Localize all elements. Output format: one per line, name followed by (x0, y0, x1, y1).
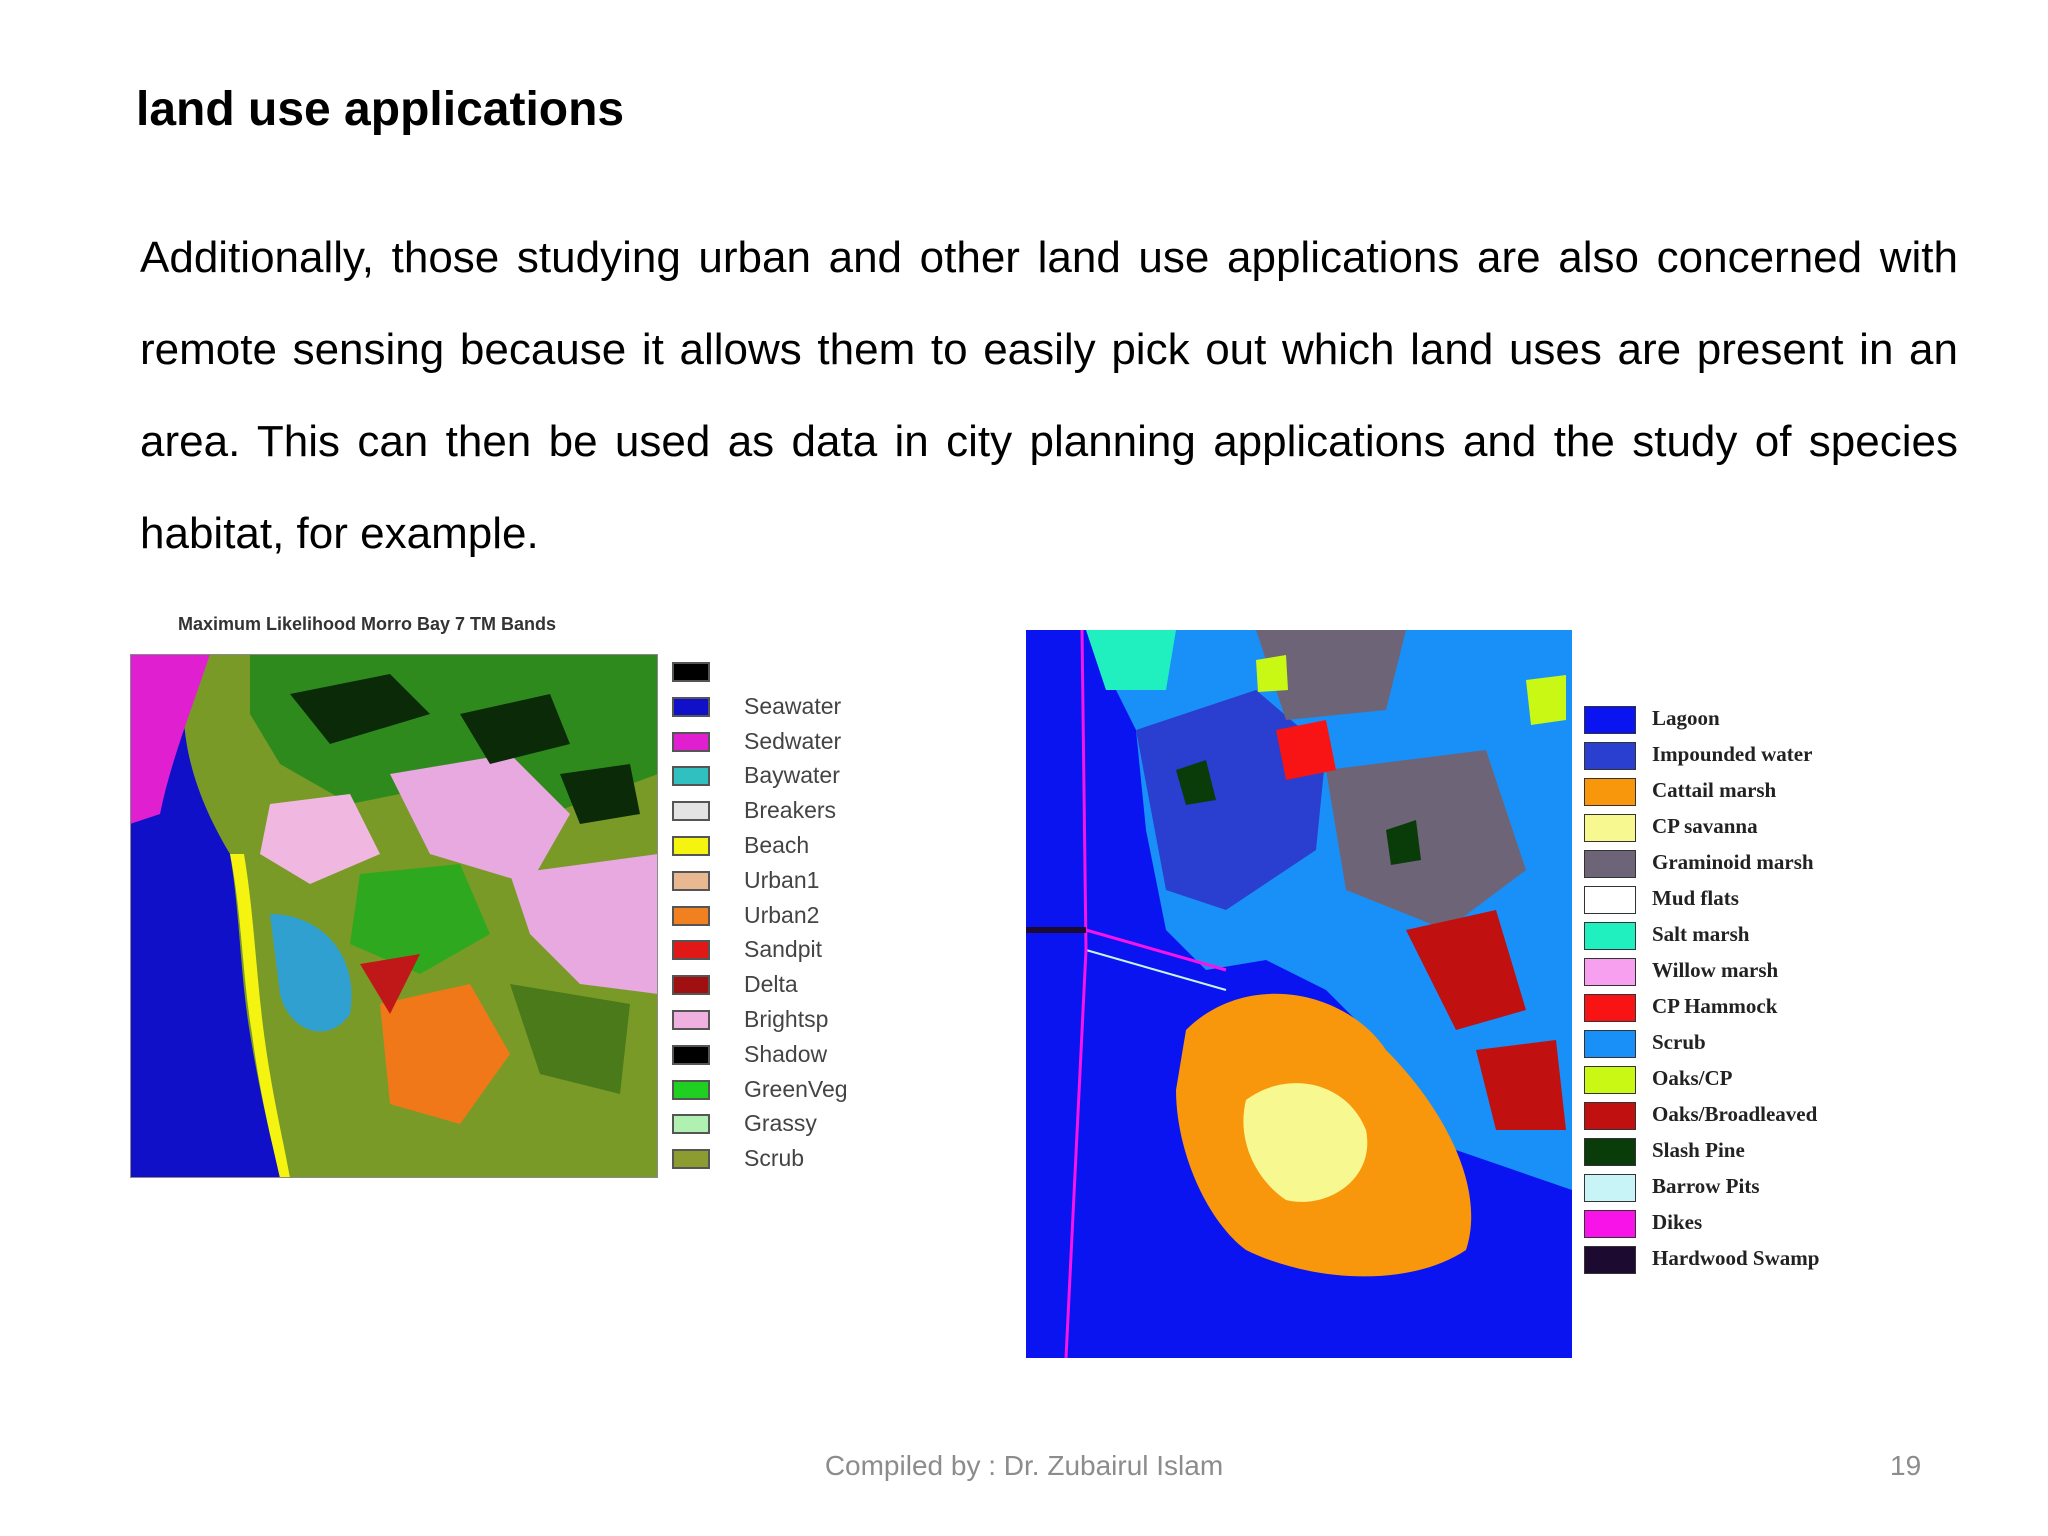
legend-label: Lagoon (1652, 706, 1720, 730)
legend-item (1584, 1206, 1864, 1242)
legend-swatch (672, 1010, 710, 1030)
legend-item (1584, 846, 1864, 882)
legend-label: Baywater (744, 762, 840, 789)
legend-item (1584, 738, 1864, 774)
legend-label: Dikes (1652, 1210, 1703, 1234)
legend-label: Seawater (744, 692, 842, 719)
legend-swatch (1584, 1210, 1636, 1238)
legend-swatch (1584, 706, 1636, 734)
legend-item (1584, 918, 1864, 954)
legend-item (1584, 1242, 1864, 1278)
legend-swatch (1584, 778, 1636, 806)
legend-label: Delta (744, 971, 798, 998)
legend-item (1584, 1170, 1864, 1206)
legend-swatch (1584, 1246, 1636, 1274)
morro-bay-legend (672, 656, 872, 1178)
legend-swatch (1584, 1174, 1636, 1202)
morro-bay-figure-title: Maximum Likelihood Morro Bay 7 TM Bands (178, 614, 557, 634)
legend-label: Barrow Pits (1652, 1174, 1760, 1198)
slide-title: land use applications (136, 83, 625, 136)
land-cover-map (1026, 630, 1572, 1358)
legend-label: GreenVeg (744, 1075, 848, 1102)
legend-label: Breakers (744, 797, 837, 824)
legend-label: Cattail marsh (1652, 778, 1777, 802)
legend-swatch (1584, 1102, 1636, 1130)
slide-body-text: Additionally, those studying urban and other land use applications are also concerned with remote sensing because it allows them to easily pick out which land uses are present in an area. This can then be used as data in city planning applications and the study of species habitat, for example. (140, 233, 1958, 558)
legend-item (672, 726, 872, 761)
legend-swatch (672, 836, 710, 856)
legend-swatch (672, 732, 710, 752)
legend-label: CP savanna (1652, 814, 1758, 838)
legend-swatch (672, 697, 710, 717)
legend-label: Brightsp (744, 1005, 829, 1032)
legend-swatch (672, 940, 710, 960)
legend-label: Willow marsh (1652, 958, 1779, 982)
legend-label: Scrub (744, 1145, 805, 1172)
legend-label: Oaks/Broadleaved (1652, 1102, 1818, 1126)
legend-swatch (672, 1114, 710, 1134)
legend-label: Grassy (744, 1110, 817, 1137)
legend-swatch (672, 801, 710, 821)
legend-swatch (672, 1149, 710, 1169)
legend-label: Slash Pine (1652, 1138, 1745, 1162)
legend-item (1584, 882, 1864, 918)
legend-swatch (672, 662, 710, 682)
legend-item (672, 691, 872, 726)
legend-label: Mud flats (1652, 886, 1739, 910)
legend-item (1584, 774, 1864, 810)
legend-swatch (1584, 958, 1636, 986)
legend-item (1584, 954, 1864, 990)
legend-label: Sandpit (744, 936, 823, 963)
legend-item (672, 1004, 872, 1039)
legend-swatch (1584, 922, 1636, 950)
legend-label: Shadow (744, 1040, 828, 1067)
legend-label: Urban1 (744, 866, 820, 893)
legend-item (672, 1074, 872, 1109)
legend-swatch (1584, 1030, 1636, 1058)
legend-swatch (672, 975, 710, 995)
legend-label: Beach (744, 831, 810, 858)
legend-swatch (672, 871, 710, 891)
legend-swatch (1584, 1138, 1636, 1166)
legend-item (672, 969, 872, 1004)
legend-item (672, 1039, 872, 1074)
legend-item (1584, 1062, 1864, 1098)
morro-bay-classified-map (130, 654, 658, 1178)
legend-label: Impounded water (1652, 742, 1813, 766)
legend-swatch (1584, 742, 1636, 770)
legend-label: Hardwood Swamp (1652, 1246, 1820, 1270)
legend-swatch (1584, 886, 1636, 914)
legend-label: Graminoid marsh (1652, 850, 1814, 874)
page-number: 19 (1890, 1450, 1922, 1481)
legend-item (672, 865, 872, 900)
legend-item (1584, 990, 1864, 1026)
legend-item (672, 830, 872, 865)
legend-swatch (672, 766, 710, 786)
legend-item (672, 760, 872, 795)
legend-item (672, 1108, 872, 1143)
legend-label: Scrub (1652, 1030, 1706, 1054)
legend-item (672, 656, 872, 691)
legend-swatch (672, 906, 710, 926)
legend-swatch (1584, 850, 1636, 878)
legend-label: Urban2 (744, 901, 820, 928)
legend-label: CP Hammock (1652, 994, 1778, 1018)
legend-label: Salt marsh (1652, 922, 1750, 946)
legend-item (672, 1143, 872, 1178)
legend-swatch (672, 1080, 710, 1100)
legend-label: Oaks/CP (1652, 1066, 1733, 1090)
morro-bay-figure (120, 604, 860, 1184)
legend-swatch (1584, 994, 1636, 1022)
land-cover-legend (1584, 702, 1864, 1278)
legend-item (1584, 1026, 1864, 1062)
legend-swatch (1584, 814, 1636, 842)
legend-item (672, 795, 872, 830)
slide-footer: Compiled by : Dr. Zubairul Islam (824, 1450, 1224, 1481)
legend-item (1584, 1134, 1864, 1170)
land-cover-figure (1026, 630, 1846, 1360)
legend-item (1584, 702, 1864, 738)
legend-item (672, 934, 872, 969)
legend-item (1584, 810, 1864, 846)
legend-item (1584, 1098, 1864, 1134)
legend-swatch (672, 1045, 710, 1065)
legend-label: Sedwater (744, 727, 842, 754)
legend-item (672, 900, 872, 935)
legend-swatch (1584, 1066, 1636, 1094)
